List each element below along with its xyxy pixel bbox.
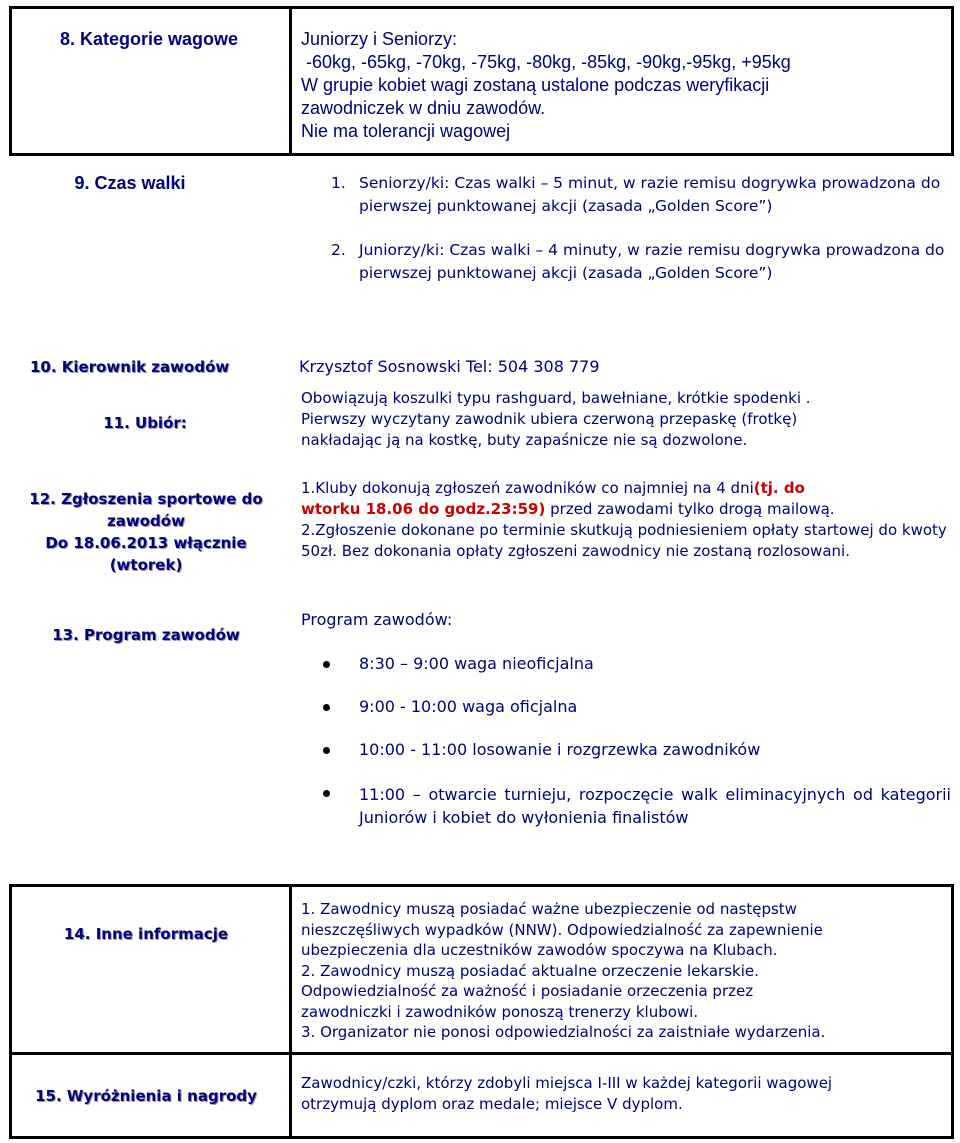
section-label: 13. Program zawodów (52, 626, 240, 644)
list-item: 11:00 – otwarcie turnieju, rozpoczęcie walk eliminacyjnych od kategorii Juniorów i kobiet do wyłonienia finalistów (301, 783, 951, 829)
text-line: Juniorzy i Seniorzy: (301, 29, 458, 49)
text-line: Obowiązują koszulki typu rashguard, bawełniane, krótkie spodenki . (301, 389, 811, 407)
section-label: 15. Wyróżnienia i nagrody (35, 1087, 257, 1105)
text-line: 2. Zawodnicy muszą posiadać aktualne orzeczenie lekarskie. (301, 961, 759, 980)
manager-contact: Krzysztof Sosnowski Tel: 504 308 779 (299, 357, 600, 376)
section-content (301, 899, 951, 1043)
text-line: Odpowiedzialność za ważność i posiadanie orzeczenia przez (301, 982, 754, 1000)
section-content (301, 478, 951, 562)
late-fee-rule: 2.Zgłoszenie dokonane po terminie skutkują podniesieniem opłaty startowej do kwoty 50zł. Bez dokonania opłaty zgłoszeni zawodnicy nie zostaną rozlosowani. (301, 521, 947, 560)
table-column-divider (289, 6, 292, 155)
text-line: W grupie kobiet wagi zostaną ustalone podczas weryfikacji (301, 75, 770, 95)
section-label: 11. Ubiór: (103, 414, 187, 432)
table-border-bottom (9, 153, 954, 156)
label-line: (wtorek) (109, 556, 183, 574)
list-item: 1. Seniorzy/ki: Czas walki – 5 minut, w razie remisu dogrywka prowadzona do pierwszej punktowanej akcji (zasada „Golden Score”) (331, 174, 941, 215)
text-line: otrzymują dyplom oraz medale; miejsce V dyplom. (301, 1095, 683, 1113)
text-line: zawodniczek w dniu zawodów. (301, 98, 546, 118)
label-line: zawodów (107, 512, 185, 530)
table-border-bottom (9, 1136, 954, 1139)
text-line: 1. Zawodnicy muszą posiadać ważne ubezpieczenie od następstw (301, 900, 797, 918)
text-line: ubezpieczenia dla uczestników zawodów spoczywa na Klubach. (301, 941, 778, 959)
label-line: 12. Zgłoszenia sportowe do (29, 490, 263, 508)
list-item: 9:00 - 10:00 waga oficjalna (301, 697, 951, 717)
bullet-icon (323, 661, 330, 668)
text-line: -60kg, -65kg, -70kg, -75kg, -80kg, -85kg, -90kg,-95kg, +95kg (301, 52, 791, 72)
section-content (301, 28, 951, 143)
table-border-right (951, 884, 954, 1137)
table-border-top (9, 884, 954, 887)
deadline-highlight: wtorku 18.06 do godz.23:59) (301, 500, 546, 518)
table-row-divider (9, 1052, 954, 1055)
bullet-icon (323, 704, 330, 711)
text-line: Nie ma tolerancji wagowej (301, 121, 511, 141)
text-line: Zawodnicy/czki, którzy zdobyli miejsca I-III w każdej kategorii wagowej (301, 1074, 833, 1092)
section-label (10, 488, 282, 576)
section-content (301, 610, 951, 829)
table-column-divider (289, 884, 292, 1137)
text-line: nieszczęśliwych wypadków (NNW). Odpowiedzialność za zapewnienie (301, 920, 823, 939)
bullet-icon (323, 790, 330, 797)
section-label: 8. Kategorie wagowe (59, 29, 239, 49)
list-item: 2. Juniorzy/ki: Czas walki – 4 minuty, w razie remisu dogrywka prowadzona do pierwszej punktowanej akcji (zasada „Golden Score”) (331, 241, 945, 282)
section-content (301, 172, 951, 285)
program-heading: Program zawodów: (301, 610, 453, 629)
section-content (301, 388, 951, 451)
table-border-top (9, 6, 954, 9)
list-item: 8:30 – 9:00 waga nieoficjalna (301, 654, 951, 674)
bullet-icon (323, 747, 330, 754)
list-item: 10:00 - 11:00 losowanie i rozgrzewka zawodników (301, 740, 951, 760)
table-border-right (951, 6, 954, 155)
text-line: zawodniczki i zawodników ponoszą trenerzy klubowi. (301, 1002, 699, 1021)
registration-rule: 1.Kluby dokonują zgłoszeń zawodników co najmniej na 4 dni(tj. do wtorku 18.06 do godz.23:59) przed zawodami tylko drogą mailową. (301, 479, 835, 518)
deadline-highlight: (tj. do (753, 479, 805, 497)
section-label: 14. Inne informacje (63, 925, 229, 943)
section-label: 9. Czas walki (74, 173, 186, 193)
text-line: Pierwszy wyczytany zawodnik ubiera czerwoną przepaskę (frotkę) (301, 410, 798, 428)
section-label: 10. Kierownik zawodów (30, 358, 230, 376)
text-line: 3. Organizator nie ponosi odpowiedzialności za zaistniałe wydarzenia. (301, 1023, 826, 1041)
label-line: Do 18.06.2013 włącznie (45, 534, 247, 552)
text-line: nakładając ją na kostkę, buty zapaśnicze nie są dozwolone. (301, 431, 748, 449)
section-content (301, 1073, 951, 1115)
